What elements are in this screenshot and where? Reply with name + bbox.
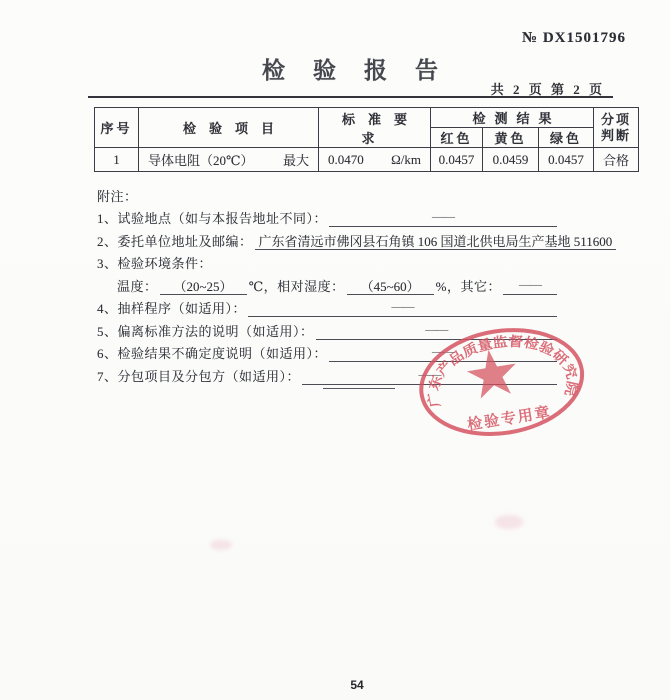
seal-bottom-text: 检验专用章 [466,404,553,434]
blank-dash-mark: —— [418,366,441,381]
note-line-3-environment [97,272,559,295]
report-number-value: DX1501796 [542,30,626,46]
col-header-green: 绿色 [539,128,594,148]
report-number [522,30,626,47]
notes-title-row [97,182,559,205]
notes-section [97,182,613,385]
col-header-item: 检验项目 [139,108,319,148]
temperature-label: 温度： [117,278,158,294]
blank-dash-mark: —— [391,299,414,313]
note-line-7-label: 7、分包项目及分包方（如适用）： [97,368,301,384]
cell-result-yellow: 0.0459 [483,148,539,172]
seal-arc-text: 广东产品质量监督检验研究院 [425,333,580,409]
note-line-6-label: 6、检验结果不确定度说明（如适用）： [97,346,328,361]
note-line-1-label: 1、试验地点（如与本报告地址不同）： [97,211,328,226]
note-line-2 [97,227,613,250]
col-header-result-group: 检测结果 [431,108,594,128]
col-header-standard: 标准要求 [319,108,431,148]
col-header-yellow: 黄色 [483,128,539,148]
cell-result-red: 0.0457 [431,148,483,172]
footer-page-number: 54 [350,678,364,692]
report-number-label: № [522,30,539,46]
note-line-6-blank [329,345,557,362]
blank-dash-mark: —— [432,209,454,223]
note-line-5 [97,317,559,340]
cell-item [139,148,319,172]
table-row [95,148,639,172]
note-line-3 [97,250,559,273]
note-line-4-label: 4、抽样程序（如适用）： [97,301,247,316]
cell-seq: 1 [95,148,139,172]
note-line-1-blank [329,210,557,227]
table-header-row [95,108,639,128]
col-header-judgment-line1: 分项 [600,111,631,127]
blank-dash-mark: —— [519,276,541,291]
stray-blank-line [323,388,395,389]
cell-item-name: 导体电阻（20℃） [148,153,254,168]
note-line-2-label: 2、委托单位地址及邮编： [97,233,253,249]
note-line-5-blank [316,323,557,340]
note-line-4-blank [248,300,557,317]
note-line-7-blank [302,368,557,385]
cell-result-green: 0.0457 [539,148,594,172]
temperature-value: （20~25） [160,278,247,295]
page-count-indicator: 共 2 页 第 2 页 [490,82,605,97]
note-line-3-label: 3、检验环境条件： [97,256,213,271]
blank-dash-mark: —— [425,321,448,336]
col-header-judgment [594,108,639,148]
note-line-2-value: 广东省清远市佛冈县石角镇 106 国道北供电局生产基地 511600 [255,233,617,250]
humidity-value: （45~60） [347,278,434,295]
temperature-unit: ℃，相对湿度： [248,278,345,294]
note-line-5-label: 5、偏离标准方法的说明（如适用）： [97,323,314,339]
cell-judgment: 合格 [594,148,639,172]
note-line-7 [97,362,559,385]
ink-smudge [495,515,523,529]
inspection-results-table [94,107,639,172]
note-line-1 [97,205,559,228]
header-divider [88,96,613,98]
cell-item-qualifier: 最大 [282,153,309,168]
col-header-judgment-line2: 判断 [600,127,631,143]
humidity-unit: %，其它： [435,278,501,294]
col-header-seq: 序号 [95,108,139,148]
cell-standard-value: 0.0470 [328,151,364,167]
col-header-red: 红色 [431,128,483,148]
ink-smudge [210,540,232,550]
note-line-6 [97,340,559,363]
blank-dash-mark: —— [432,344,454,358]
cell-standard-unit: Ω/km [391,151,421,167]
notes-title: 附注： [97,188,138,204]
cell-standard [319,148,431,172]
page-title: 检验报告 [262,58,466,83]
note-line-4 [97,295,559,318]
other-condition-blank [503,278,557,295]
